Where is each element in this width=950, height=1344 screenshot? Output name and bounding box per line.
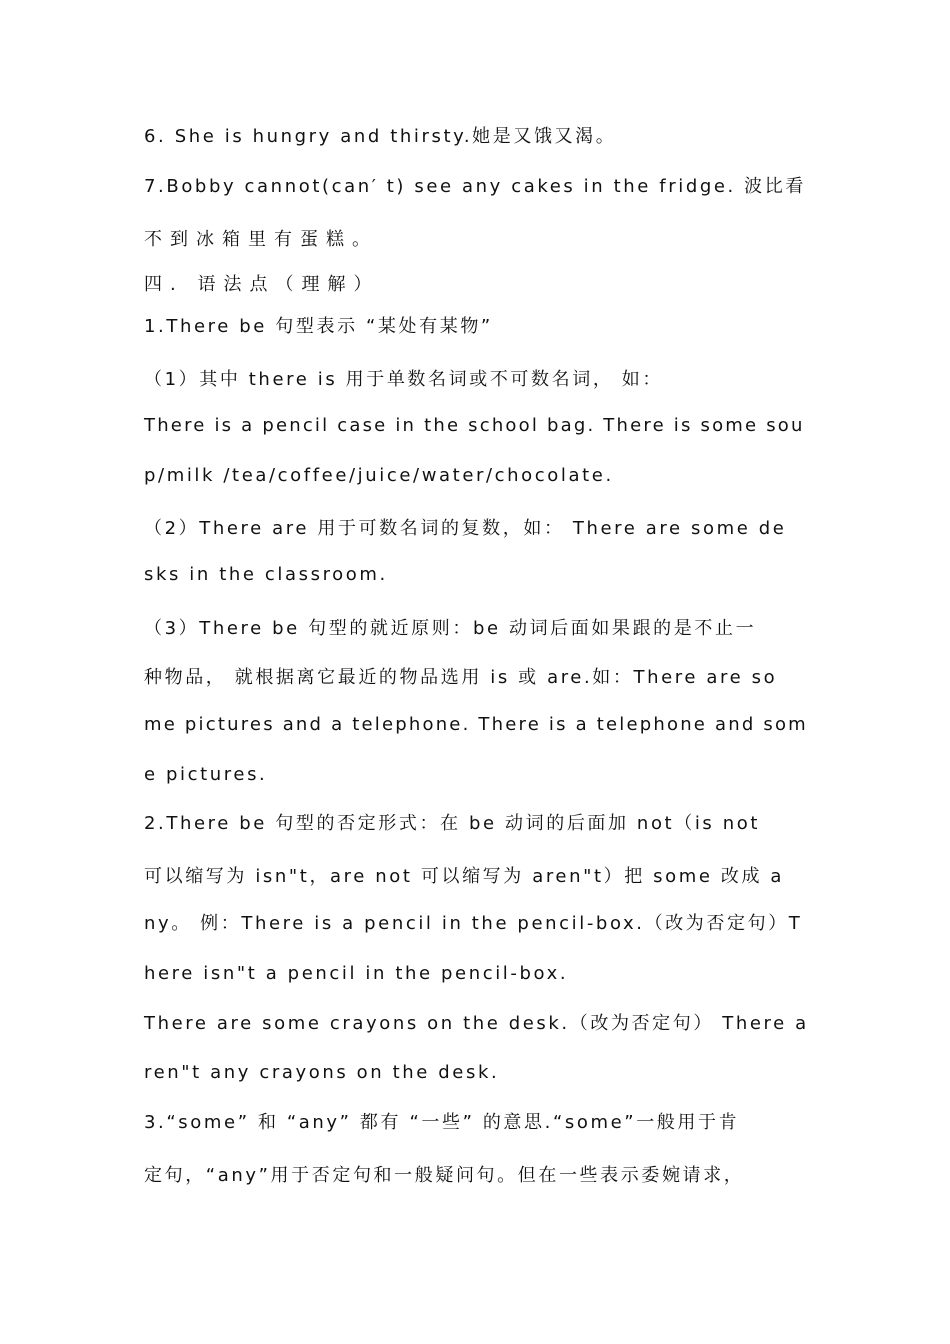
text-line-11: （3）There be 句型的就近原则：be 动词后面如果跟的是不止一 [144, 618, 757, 639]
text-line-1: 6. She is hungry and thirsty.她是又饿又渴。 [144, 126, 617, 147]
text-line-17: ny。 例：There is a pencil in the pencil-box.（改为否定句）T [144, 913, 803, 934]
text-line-10: sks in the classroom. [144, 564, 388, 585]
text-line-8: p/milk /tea/coffee/juice/water/chocolate. [144, 465, 614, 486]
text-line-20: ren"t any crayons on the desk. [144, 1062, 500, 1083]
text-line-19: There are some crayons on the desk.（改为否定句） There a [144, 1013, 809, 1034]
text-line-13: me pictures and a telephone. There is a telephone and som [144, 714, 808, 735]
text-line-6: （1）其中 there is 用于单数名词或不可数名词， 如： [144, 369, 663, 390]
text-line-16: 可以缩写为 isn"t，are not 可以缩写为 aren"t）把 some 改成 a [144, 866, 785, 887]
text-line-5: 1.There be 句型表示 “某处有某物” [144, 316, 493, 337]
text-line-14: e pictures. [144, 764, 268, 785]
text-line-15: 2.There be 句型的否定形式：在 be 动词的后面加 not（is not [144, 813, 760, 834]
text-line-7: There is a pencil case in the school bag. There is some sou [144, 415, 805, 436]
text-line-2: 7.Bobby cannot(can′ t) see any cakes in the fridge. 波比看 [144, 176, 806, 197]
text-line-22: 定句，“any”用于否定句和一般疑问句。但在一些表示委婉请求， [144, 1165, 745, 1186]
text-line-3: 不到冰箱里有蛋糕。 [144, 229, 378, 250]
text-line-21: 3.“some” 和 “any” 都有 “一些” 的意思.“some”一般用于肯 [144, 1112, 740, 1133]
text-line-18: here isn"t a pencil in the pencil-box. [144, 963, 569, 984]
text-line-9: （2）There are 用于可数名词的复数，如： There are some de [144, 518, 787, 539]
text-line-12: 种物品， 就根据离它最近的物品选用 is 或 are.如：There are so [144, 667, 778, 688]
section-heading-grammar: 四. 语法点（理解） [144, 274, 380, 295]
